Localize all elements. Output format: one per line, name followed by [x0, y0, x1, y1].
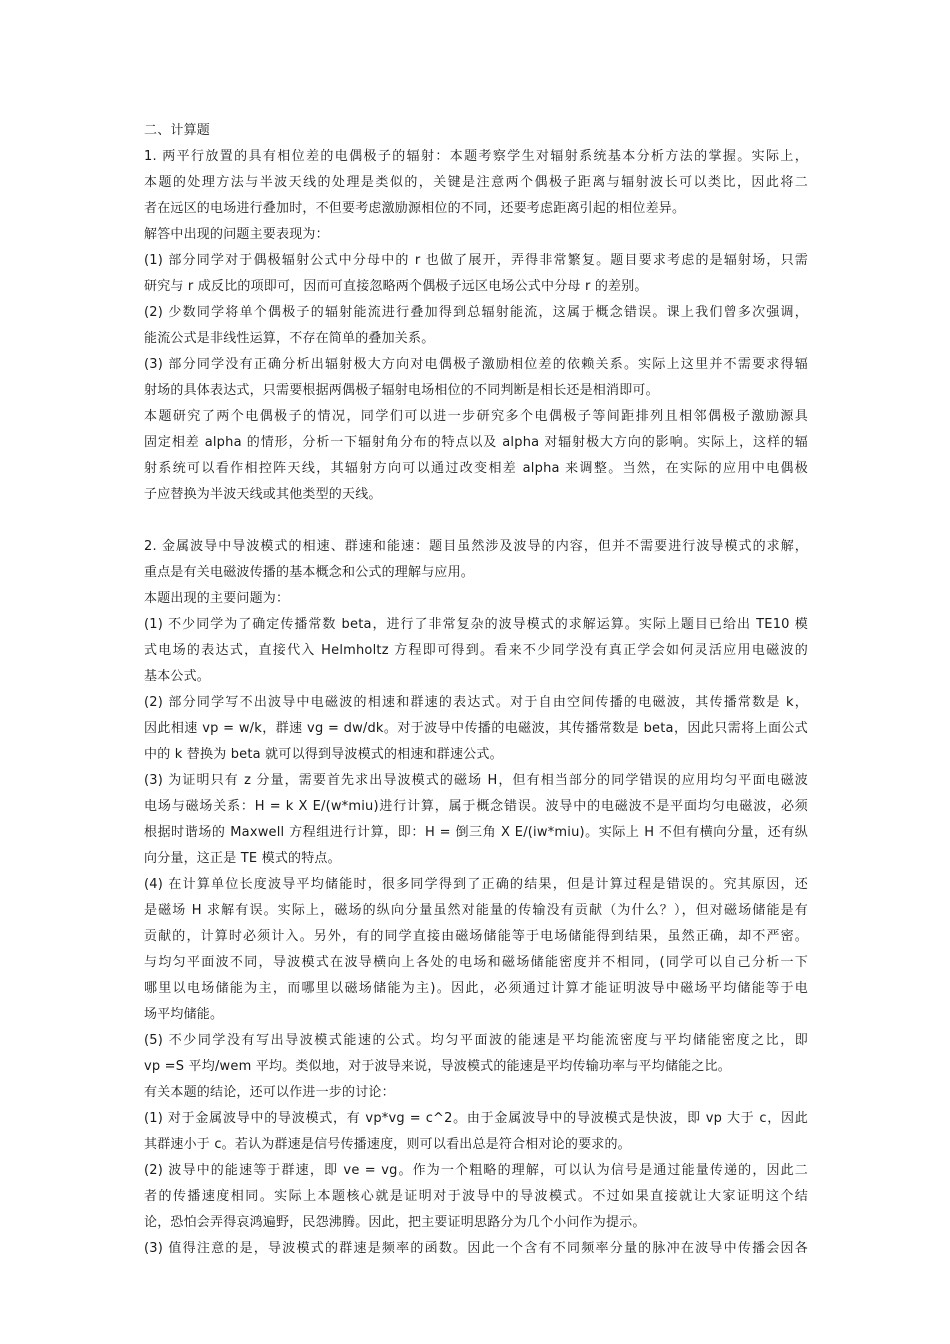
text-line: 论，恐怕会弄得哀鸿遍野，民怨沸腾。因此，把主要证明思路分为几个小问作为提示。: [144, 1215, 646, 1230]
text-line: 重点是有关电磁波传播的基本概念和公式的理解与应用。: [144, 565, 475, 580]
text-line: (4) 在计算单位长度波导平均储能时，很多同学得到了正确的结果，但是计算过程是错误的。究其原因，还: [144, 877, 808, 892]
text-line: 射场的具体表达式，只需要根据两偶极子辐射电场相位的不同判断是相长还是相消即可。: [144, 383, 659, 398]
text-line: 式电场的表达式，直接代入 Helmholtz 方程即可得到。看来不少同学没有真正学会如何灵活应用电磁波的: [144, 643, 808, 658]
text-line: 本题的处理方法与半波天线的处理是类似的，关键是注意两个偶极子距离与辐射波长可以类比，因此将二: [144, 175, 808, 190]
text-line: (1) 部分同学对于偶极辐射公式中分母中的 r 也做了展开，弄得非常繁复。题目要求考虑的是辐射场，只需: [144, 253, 808, 268]
text-line: (3) 为证明只有 z 分量，需要首先求出导波模式的磁场 H，但有相当部分的同学错误的应用均匀平面电磁波: [144, 773, 808, 788]
text-line: 射系统可以看作相控阵天线，其辐射方向可以通过改变相差 alpha 来调整。当然，在实际的应用中电偶极: [144, 461, 808, 476]
text-line: 固定相差 alpha 的情形，分析一下辐射角分布的特点以及 alpha 对辐射极大方向的影响。实际上，这样的辐: [144, 435, 808, 450]
text-line: vp =S 平均/wem 平均。类似地，对于波导来说，导波模式的能速是平均传输功率与平均储能之比。: [144, 1059, 731, 1074]
text-line: 1. 两平行放置的具有相位差的电偶极子的辐射：本题考察学生对辐射系统基本分析方法的掌握。实际上，: [144, 149, 808, 164]
text-line: 哪里以电场储能为主，而哪里以磁场储能为主)。因此，必须通过计算才能证明波导中磁场平均储能等于电: [144, 981, 808, 996]
text-line: (2) 部分同学写不出波导中电磁波的相速和群速的表达式。对于自由空间传播的电磁波，其传播常数是 k，: [144, 695, 808, 710]
text-line: (1) 对于金属波导中的导波模式，有 vp*vg = c^2。由于金属波导中的导波模式是快波，即 vp 大于 c，因此: [144, 1111, 808, 1126]
text-line: 者的传播速度相同。实际上本题核心就是证明对于波导中的导波模式。不过如果直接就让大家证明这个结: [144, 1189, 808, 1204]
text-line: 子应替换为半波天线或其他类型的天线。: [144, 487, 382, 502]
text-line: 有关本题的结论，还可以作进一步的讨论：: [144, 1085, 395, 1100]
text-line: 与均匀平面波不同，导波模式在波导横向上各处的电场和磁场储能密度并不相同，(同学可以自己分析一下: [144, 955, 808, 970]
text-line: 电场与磁场关系：H = k X E/(w*miu)进行计算，属于概念错误。波导中的电磁波不是平面均匀电磁波，必须: [144, 799, 808, 814]
text-line: 因此相速 vp = w/k，群速 vg = dw/dk。对于波导中传播的电磁波，其传播常数是 beta，因此只需将上面公式: [144, 721, 808, 736]
blank-line: [144, 508, 808, 534]
text-line: 向分量，这正是 TE 模式的特点。: [144, 851, 341, 866]
text-line: (5) 不少同学没有写出导波模式能速的公式。均匀平面波的能速是平均能流密度与平均储能密度之比，即: [144, 1033, 808, 1048]
text-line: 本题出现的主要问题为：: [144, 591, 290, 606]
text-line: (1) 不少同学为了确定传播常数 beta，进行了非常复杂的波导模式的求解运算。实际上题目已给出 TE10 模: [144, 617, 808, 632]
text-line: (3) 值得注意的是，导波模式的群速是频率的函数。因此一个含有不同频率分量的脉冲在波导中传播会因各: [144, 1241, 808, 1256]
document-page: [144, 118, 808, 1262]
text-line: 解答中出现的问题主要表现为：: [144, 227, 329, 242]
text-line: 二、计算题: [144, 123, 211, 138]
text-line: 贡献的，计算时必须计入。另外，有的同学直接由磁场储能等于电场储能得到结果，虽然正确，却不严密。: [144, 929, 808, 944]
text-line: (2) 波导中的能速等于群速，即 ve = vg。作为一个粗略的理解，可以认为信号是通过能量传递的，因此二: [144, 1163, 808, 1178]
text-line: 能流公式是非线性运算，不存在简单的叠加关系。: [144, 331, 435, 346]
text-line: (3) 部分同学没有正确分析出辐射极大方向对电偶极子激励相位差的依赖关系。实际上这里并不需要求得辐: [144, 357, 808, 372]
text-line: 是磁场 H 求解有误。实际上，磁场的纵向分量虽然对能量的传输没有贡献（为什么？），但对磁场储能是有: [144, 903, 808, 918]
text-line: 者在远区的电场进行叠加时，不但要考虑激励源相位的不同，还要考虑距离引起的相位差异。: [144, 201, 686, 216]
text-line: 根据时谐场的 Maxwell 方程组进行计算，即：H = 倒三角 X E/(iw*miu)。实际上 H 不但有横向分量，还有纵: [144, 825, 808, 840]
text-line: 研究与 r 成反比的项即可，因而可直接忽略两个偶极子远区电场公式中分母 r 的差别。: [144, 279, 648, 294]
text-line: 中的 k 替换为 beta 就可以得到导波模式的相速和群速公式。: [144, 747, 503, 762]
text-line: 2. 金属波导中导波模式的相速、群速和能速：题目虽然涉及波导的内容，但并不需要进行波导模式的求解，: [144, 539, 808, 554]
text-line: 其群速小于 c。若认为群速是信号传播速度，则可以看出总是符合相对论的要求的。: [144, 1137, 631, 1152]
text-line: (2) 少数同学将单个偶极子的辐射能流进行叠加得到总辐射能流，这属于概念错误。课上我们曾多次强调，: [144, 305, 808, 320]
text-line: 基本公式。: [144, 669, 211, 684]
text-line: 场平均储能。: [144, 1007, 224, 1022]
text-line: 本题研究了两个电偶极子的情况，同学们可以进一步研究多个电偶极子等间距排列且相邻偶极子激励源具: [144, 409, 808, 424]
